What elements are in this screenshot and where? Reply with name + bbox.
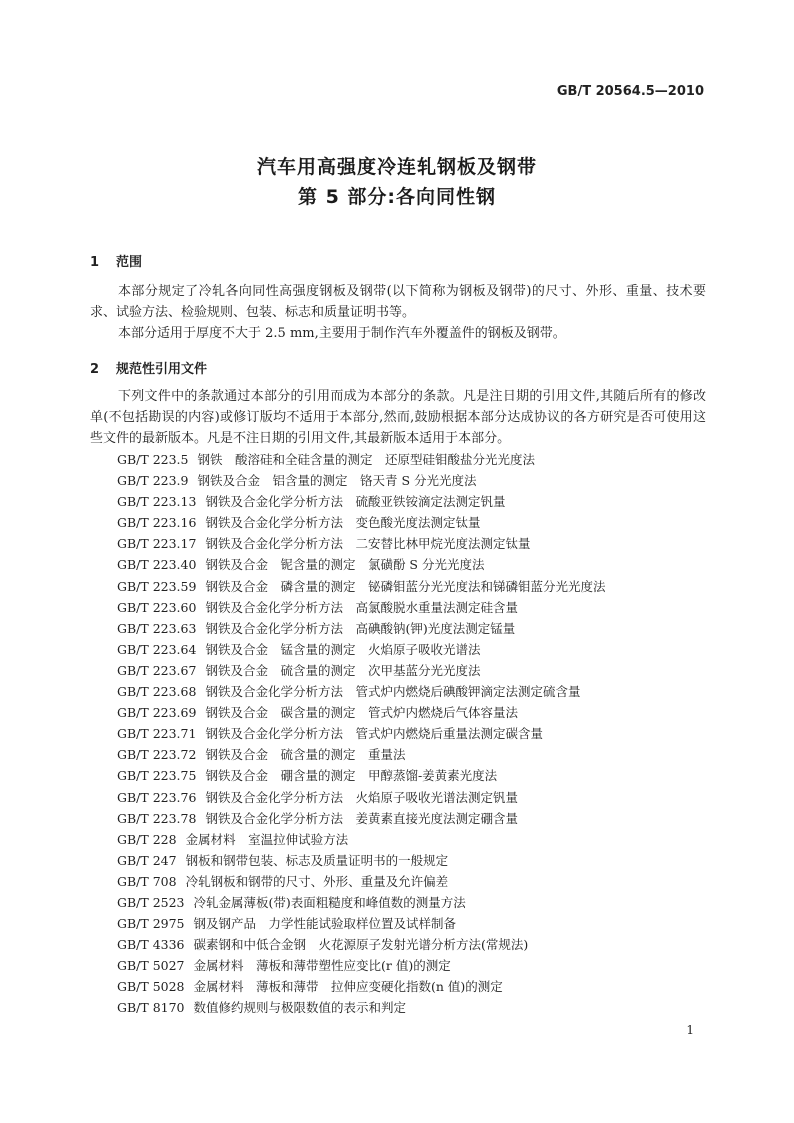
reference-title: 钢铁及合金化学分析方法 火焰原子吸收光谱法测定钒量 [205, 789, 518, 805]
reference-title: 碳素钢和中低合金钢 火花源原子发射光谱分析方法(常规法) [193, 937, 529, 953]
section-title: 规范性引用文件 [116, 362, 208, 377]
reference-item [117, 829, 605, 850]
document-code: GB/T 20564.5—2010 [556, 84, 704, 99]
reference-code: GB/T 5027 [117, 958, 185, 974]
reference-code: GB/T 228 [117, 831, 177, 847]
reference-item [117, 554, 605, 575]
reference-item [117, 955, 605, 976]
reference-item [117, 934, 605, 955]
document-title: 汽车用高强度冷连轧钢板及钢带 [256, 156, 537, 178]
reference-item [117, 850, 605, 871]
reference-list [117, 449, 605, 1019]
reference-code: GB/T 223.16 [117, 515, 197, 531]
reference-code: GB/T 8170 [117, 1000, 185, 1016]
reference-item [117, 787, 605, 808]
reference-item [117, 681, 605, 702]
reference-title: 钢铁及合金化学分析方法 高碘酸钠(钾)光度法测定锰量 [205, 620, 516, 636]
reference-item [117, 491, 605, 512]
reference-title: 钢铁及合金化学分析方法 硫酸亚铁铵滴定法测定钒量 [205, 494, 506, 510]
reference-code: GB/T 223.60 [117, 599, 197, 615]
reference-code: GB/T 223.76 [117, 789, 197, 805]
section-number: 1 [90, 255, 100, 270]
reference-code: GB/T 708 [117, 873, 177, 889]
reference-title: 钢铁及合金化学分析方法 高氯酸脱水重量法测定硅含量 [205, 599, 518, 615]
section-1-body [90, 281, 706, 344]
reference-item [117, 512, 605, 533]
reference-item [117, 723, 605, 744]
section-2-heading [90, 358, 207, 377]
reference-item [117, 576, 605, 597]
reference-item [117, 702, 605, 723]
reference-code: GB/T 2523 [117, 894, 185, 910]
document-subtitle: 第 5 部分:各向同性钢 [297, 186, 497, 208]
reference-code: GB/T 223.71 [117, 726, 197, 742]
reference-code: GB/T 247 [117, 852, 177, 868]
reference-title: 冷轧钢板和钢带的尺寸、外形、重量及允许偏差 [185, 873, 449, 889]
reference-code: GB/T 223.13 [117, 494, 197, 510]
reference-title: 钢铁及合金 磷含量的测定 铋磷钼蓝分光光度法和锑磷钼蓝分光光度法 [205, 578, 606, 594]
section-title: 范围 [116, 255, 143, 270]
section-number: 2 [90, 362, 100, 377]
reference-item [117, 871, 605, 892]
reference-item [117, 449, 605, 470]
reference-title: 钢铁及合金 铌含量的测定 氯磺酚 S 分光光度法 [205, 557, 485, 573]
reference-item [117, 913, 605, 934]
reference-code: GB/T 223.40 [117, 557, 197, 573]
reference-code: GB/T 223.67 [117, 662, 197, 678]
reference-item [117, 765, 605, 786]
paragraph: 本部分规定了冷轧各向同性高强度钢板及钢带(以下简称为钢板及钢带)的尺寸、外形、重量、技术要求、试验方法、检验规则、包装、标志和质量证明书等。 [90, 284, 706, 320]
reference-code: GB/T 223.78 [117, 810, 197, 826]
reference-item [117, 597, 605, 618]
reference-title: 钢铁及合金 铝含量的测定 铬天青 S 分光光度法 [197, 473, 477, 489]
reference-code: GB/T 223.59 [117, 578, 197, 594]
reference-item [117, 660, 605, 681]
paragraph: 下列文件中的条款通过本部分的引用而成为本部分的条款。凡是注日期的引用文件,其随后所有的修改单(不包括勘误的内容)或修订版均不适用于本部分,然而,鼓励根据本部分达成协议的各方研究是否可使用这些文件的最新版本。凡是不注日期的引用文件,其最新版本适用于本部分。 [90, 389, 706, 446]
reference-code: GB/T 223.68 [117, 684, 197, 700]
reference-title: 金属材料 薄板和薄带塑性应变比(r 值)的测定 [193, 958, 451, 974]
reference-title: 钢铁及合金化学分析方法 管式炉内燃烧后重量法测定碳含量 [205, 726, 543, 742]
reference-title: 数值修约规则与极限数值的表示和判定 [193, 1000, 407, 1016]
reference-item [117, 997, 605, 1018]
reference-code: GB/T 223.72 [117, 747, 197, 763]
section-1-heading [90, 251, 142, 270]
reference-code: GB/T 223.63 [117, 620, 197, 636]
reference-code: GB/T 223.64 [117, 641, 197, 657]
reference-item [117, 808, 605, 829]
reference-title: 钢板和钢带包装、标志及质量证明书的一般规定 [185, 852, 449, 868]
reference-code: GB/T 223.9 [117, 473, 189, 489]
reference-code: GB/T 223.17 [117, 536, 197, 552]
reference-title: 钢及钢产品 力学性能试验取样位置及试样制备 [193, 916, 457, 932]
reference-title: 钢铁及合金 硫含量的测定 重量法 [205, 747, 406, 763]
reference-code: GB/T 4336 [117, 937, 185, 953]
reference-title: 钢铁及合金 锰含量的测定 火焰原子吸收光谱法 [205, 641, 481, 657]
reference-title: 金属材料 室温拉伸试验方法 [185, 831, 349, 847]
reference-title: 钢铁及合金化学分析方法 管式炉内燃烧后碘酸钾滴定法测定硫含量 [205, 684, 581, 700]
reference-title: 金属材料 薄板和薄带 拉伸应变硬化指数(n 值)的测定 [193, 979, 503, 995]
reference-code: GB/T 5028 [117, 979, 185, 995]
reference-code: GB/T 223.69 [117, 705, 197, 721]
page-number: 1 [686, 1023, 694, 1037]
paragraph: 本部分适用于厚度不大于 2.5 mm,主要用于制作汽车外覆盖件的钢板及钢带。 [118, 326, 566, 341]
reference-title: 钢铁及合金 硫含量的测定 次甲基蓝分光光度法 [205, 662, 481, 678]
reference-title: 钢铁及合金化学分析方法 变色酸光度法测定钛量 [205, 515, 481, 531]
reference-item [117, 892, 605, 913]
reference-item [117, 533, 605, 554]
reference-title: 钢铁及合金 硼含量的测定 甲醇蒸馏-姜黄素光度法 [205, 768, 498, 784]
reference-title: 钢铁及合金化学分析方法 姜黄素直接光度法测定硼含量 [205, 810, 518, 826]
reference-item [117, 639, 605, 660]
reference-code: GB/T 223.5 [117, 452, 189, 467]
reference-title: 钢铁 酸溶硅和全硅含量的测定 还原型硅钼酸盐分光光度法 [197, 452, 535, 467]
section-2-intro [90, 386, 706, 449]
reference-item [117, 470, 605, 491]
reference-item [117, 744, 605, 765]
reference-code: GB/T 2975 [117, 916, 185, 932]
reference-item [117, 976, 605, 997]
reference-title: 钢铁及合金 碳含量的测定 管式炉内燃烧后气体容量法 [205, 705, 518, 721]
reference-title: 冷轧金属薄板(带)表面粗糙度和峰值数的测量方法 [193, 894, 466, 910]
reference-code: GB/T 223.75 [117, 768, 197, 784]
reference-title: 钢铁及合金化学分析方法 二安替比林甲烷光度法测定钛量 [205, 536, 531, 552]
reference-item [117, 618, 605, 639]
